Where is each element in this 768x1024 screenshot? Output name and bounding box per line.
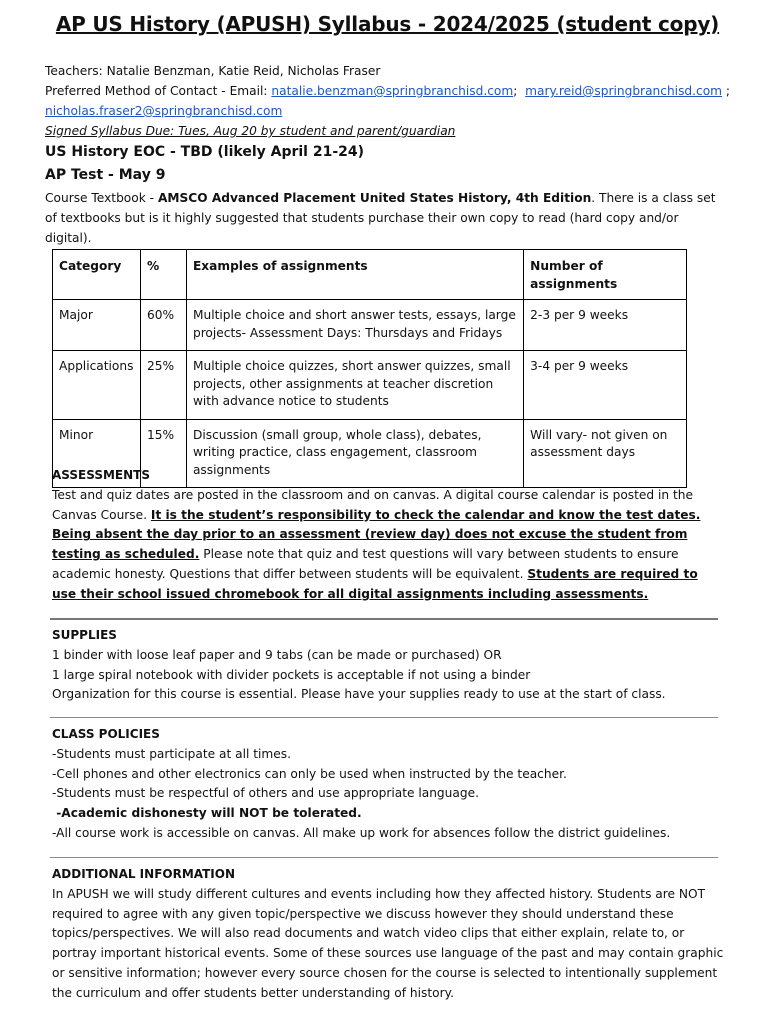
- contact-separator: ;: [722, 84, 731, 98]
- examples-cell: Multiple choice and short answer tests, essays, large projects- Assessment Days: Thursdays and Fridays: [186, 300, 523, 351]
- supplies-line: 1 large spiral notebook with divider pockets is acceptable if not using a binder: [52, 667, 531, 682]
- additional-section: [52, 865, 724, 1004]
- examples-cell: Multiple choice quizzes, short answer quizzes, small projects, other assignments at teacher discretion with advance notice to students: [186, 351, 523, 420]
- percent-cell: 60%: [140, 300, 186, 351]
- count-cell: Will vary- not given on assessment days: [524, 419, 687, 488]
- table-header: Category: [53, 250, 141, 300]
- supplies-line: Organization for this course is essential. Please have your supplies ready to use at the start of class.: [52, 687, 666, 702]
- section-heading: ASSESSMENTS: [52, 468, 150, 482]
- page-title: AP US History (APUSH) Syllabus - 2024/2025 (student copy): [55, 12, 720, 36]
- section-divider: [50, 618, 718, 620]
- supplies-section: [52, 626, 724, 705]
- grading-table: [52, 249, 687, 488]
- table-header: %: [140, 250, 186, 300]
- table-header: Examples of assignments: [186, 250, 523, 300]
- category-cell: Minor: [53, 419, 141, 488]
- table-header: Number of assignments: [524, 250, 687, 300]
- eoc-date: US History EOC - TBD (likely April 21-24): [45, 144, 365, 160]
- assessments-chromebook: Students are required to use their school issued chromebook for all digital assignments including assessments.: [52, 566, 698, 601]
- section-heading: ADDITIONAL INFORMATION: [52, 867, 236, 881]
- contact-separator: ;: [513, 84, 522, 98]
- textbook-name: AMSCO Advanced Placement United States History, 4th Edition: [157, 191, 592, 205]
- textbook-note: . There is a class set of textbooks but is it highly suggested that students purchase their own copy to read (hard copy and/or digital).: [45, 191, 716, 245]
- email-link-reid[interactable]: mary.reid@springbranchisd.com: [525, 84, 723, 98]
- section-divider: [50, 857, 718, 858]
- policy-line: -All course work is accessible on canvas. All make up work for absences follow the district guidelines.: [52, 825, 671, 840]
- count-cell: 2-3 per 9 weeks: [524, 300, 687, 351]
- policy-line-academic-dishonesty: -Academic dishonesty will NOT be tolerated.: [52, 806, 362, 821]
- table-row: [53, 300, 687, 351]
- textbook-prefix: Course Textbook -: [45, 191, 158, 205]
- percent-cell: 25%: [140, 351, 186, 420]
- assessments-section: [52, 466, 724, 605]
- section-divider: [50, 717, 718, 718]
- supplies-line: 1 binder with loose leaf paper and 9 tabs (can be made or purchased) OR: [52, 647, 502, 662]
- percent-cell: 15%: [140, 419, 186, 488]
- ap-test-date: AP Test - May 9: [45, 167, 166, 183]
- category-cell: Applications: [53, 351, 141, 420]
- assessments-text: Please note that quiz and test questions will vary between students to ensure academic honesty. Questions that differ between students will be equivalent.: [52, 547, 679, 581]
- policies-section: [52, 725, 724, 844]
- count-cell: 3-4 per 9 weeks: [524, 351, 687, 420]
- examples-cell: Discussion (small group, whole class), debates, writing practice, class engagement, classroom assignments: [186, 419, 523, 488]
- section-heading: CLASS POLICIES: [52, 727, 160, 741]
- email-link-fraser[interactable]: nicholas.fraser2@springbranchisd.com: [45, 103, 283, 118]
- contact-prefix: Preferred Method of Contact - Email:: [45, 84, 272, 98]
- assessments-responsibility: It is the student’s responsibility to check the calendar and know the test dates. Being absent the day prior to an assessment (review day) does not excuse the student from testing as scheduled.: [52, 507, 701, 562]
- assessments-text: Test and quiz dates are posted in the classroom and on canvas. A digital course calendar is posted in the Canvas Course.: [52, 487, 694, 522]
- table-row: [53, 351, 687, 420]
- email-link-benzman[interactable]: natalie.benzman@springbranchisd.com: [271, 84, 514, 98]
- policy-line: -Students must participate at all times.: [52, 746, 292, 761]
- teachers-line: Teachers: Natalie Benzman, Katie Reid, Nicholas Fraser: [45, 64, 381, 78]
- additional-text: In APUSH we will study different cultures and events including how they affected history. Students are NOT required to agree with any given topic/perspective we discuss however they should understand these topics/perspectives. We will also read documents and watch video clips that either explain, relate to, or portray important historical events. Some of these sources use language of the past and may contain graphic or sensitive information; however every source chosen for the course is selected to intentionally supplement the curriculum and offer students better understanding of history.: [52, 886, 724, 1000]
- contact-line: [45, 82, 745, 122]
- section-heading: SUPPLIES: [52, 628, 117, 642]
- textbook-paragraph: [45, 189, 725, 248]
- policy-line: -Cell phones and other electronics can only be used when instructed by the teacher.: [52, 766, 567, 781]
- signed-syllabus-due: Signed Syllabus Due: Tues, Aug 20 by student and parent/guardian: [45, 124, 456, 138]
- assessments-body: [52, 486, 724, 605]
- category-cell: Major: [53, 300, 141, 351]
- policy-line: -Students must be respectful of others and use appropriate language.: [52, 786, 479, 801]
- table-header-row: [53, 250, 687, 300]
